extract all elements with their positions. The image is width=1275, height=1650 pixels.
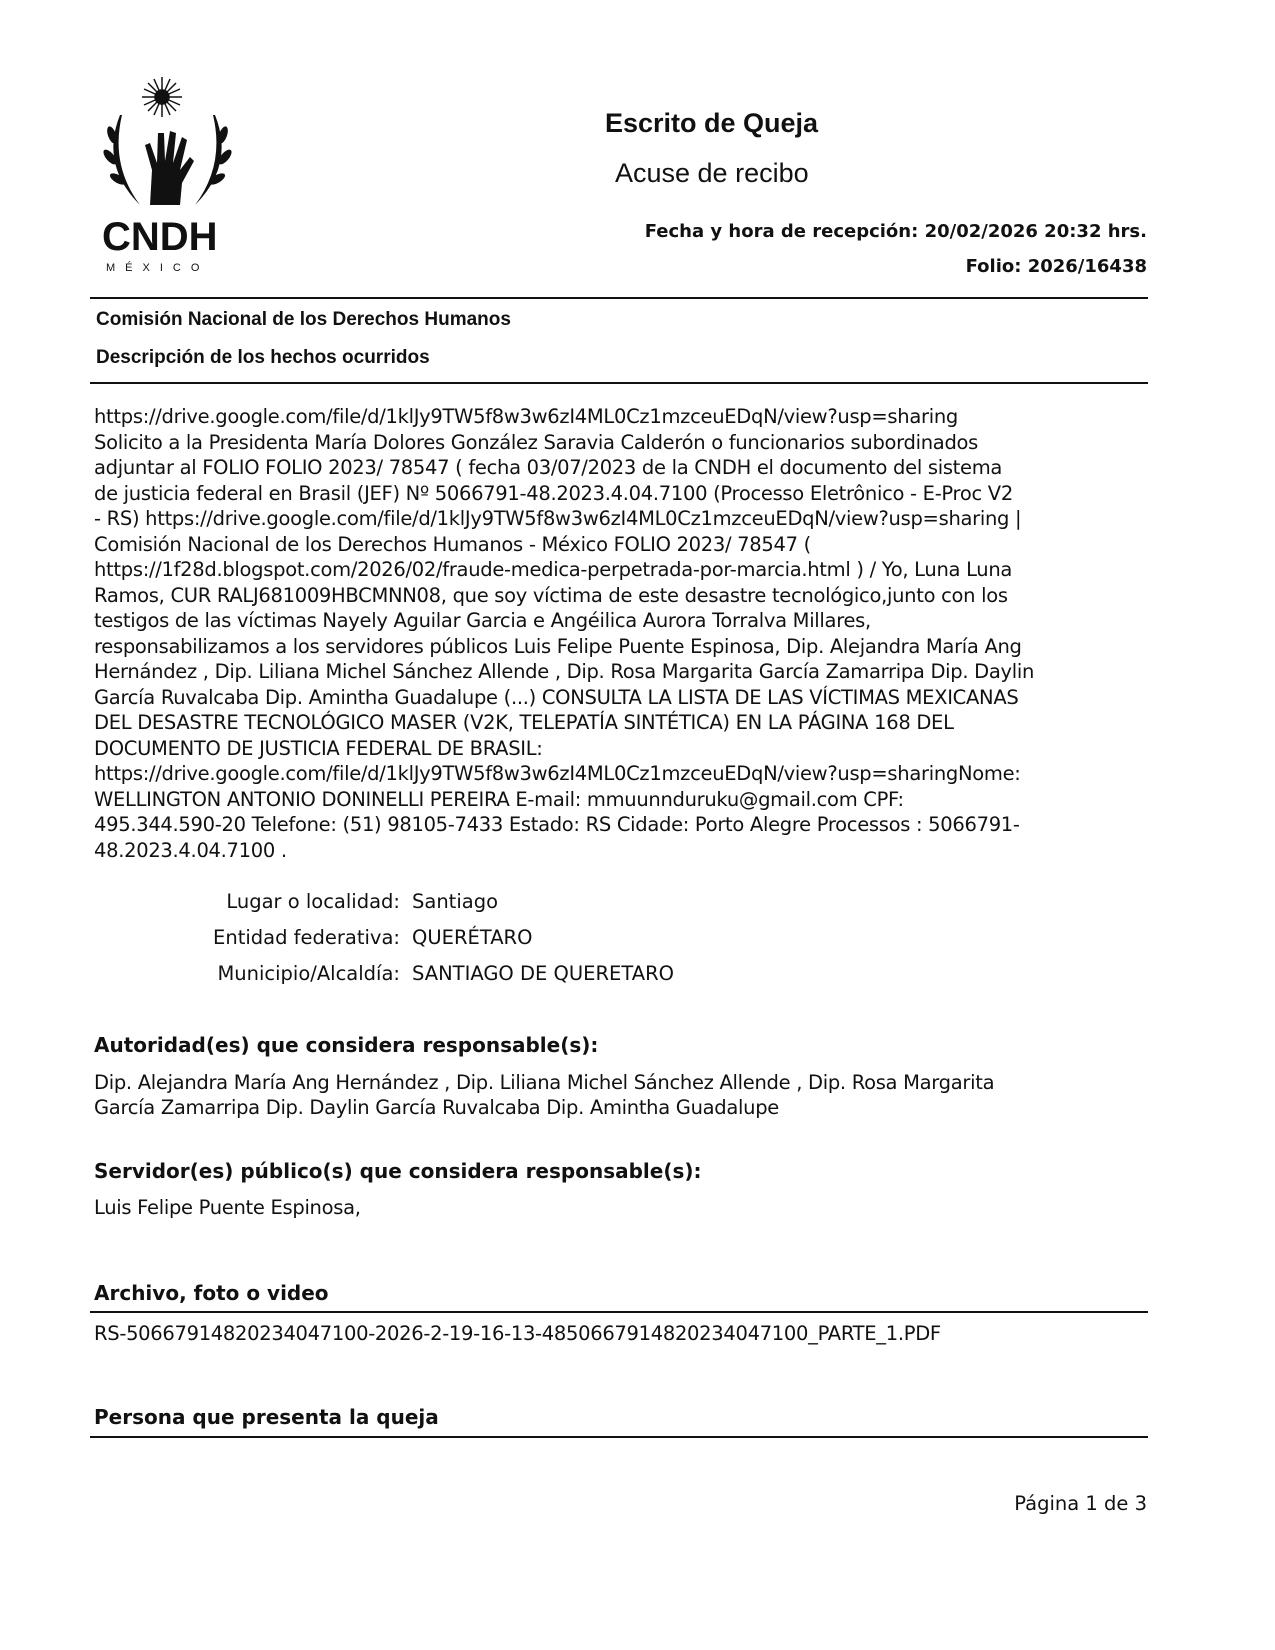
- divider: [90, 382, 1148, 384]
- description-line: https://1f28d.blogspot.com/2026/02/fraude-medica-perpetrada-por-marcia.html ) / Yo, Luna Luna: [94, 558, 1013, 581]
- location-row: [94, 956, 674, 992]
- description-line: https://drive.google.com/file/d/1klJy9TW5f8w3w6zI4ML0Cz1mzceuEDqN/view?usp=sharing: [94, 405, 958, 428]
- page-number: Página 1 de 3: [1014, 1492, 1147, 1515]
- attached-file: RS-50667914820234047100-2026-2-19-16-13-4850667914820234047100_PARTE_1.PDF: [94, 1322, 941, 1345]
- description-line: 48.2023.4.04.7100 .: [94, 838, 287, 862]
- description-line: DEL DESASTRE TECNOLÓGICO MASER (V2K, TELEPATÍA SINTÉTICA) EN LA PÁGINA 168 DEL: [94, 711, 954, 734]
- folio-number: Folio: 2026/16438: [965, 256, 1147, 277]
- divider: [90, 1311, 1148, 1313]
- cndh-logo: [100, 75, 235, 285]
- complainant-heading: Persona que presenta la queja: [94, 1405, 439, 1429]
- field-label: Lugar o localidad:: [226, 890, 400, 913]
- description-line: https://drive.google.com/file/d/1klJy9TW5f8w3w6zI4ML0Cz1mzceuEDqN/view?usp=sharingNome:: [94, 762, 1021, 785]
- description-line: WELLINGTON ANTONIO DONINELLI PEREIRA E-mail: mmuunnduruku@gmail.com CPF:: [94, 787, 904, 811]
- svg-text:MÉXICO: MÉXICO: [106, 262, 210, 274]
- description-line: - RS) https://drive.google.com/file/d/1klJy9TW5f8w3w6zI4ML0Cz1mzceuEDqN/view?usp=sharing |: [94, 507, 1022, 530]
- location-fields: [94, 884, 674, 992]
- field-value: SANTIAGO DE QUERETARO: [412, 962, 674, 985]
- description-line: Ramos, CUR RALJ681009HBCMNN08, que soy víctima de este desastre tecnológico,junto con los: [94, 583, 1008, 607]
- description-line: DOCUMENTO DE JUSTICIA FEDERAL DE BRASIL:: [94, 736, 543, 760]
- field-value: QUERÉTARO: [412, 926, 533, 949]
- section-heading-description: Descripción de los hechos ocurridos: [96, 347, 430, 368]
- sun-icon: [142, 77, 182, 117]
- hand-icon: [145, 131, 194, 205]
- svg-text:CNDH: CNDH: [102, 215, 218, 259]
- servers-heading: Servidor(es) público(s) que considera responsable(s):: [94, 1159, 702, 1183]
- document-title: Escrito de Queja: [605, 108, 819, 138]
- org-name: Comisión Nacional de los Derechos Humanos: [96, 309, 511, 330]
- authorities-text: [94, 1070, 994, 1120]
- description-line: testigos de las víctimas Nayely Aguilar Garcia e Angéilica Aurora Torralva Millares,: [94, 609, 871, 632]
- authorities-line: Dip. Alejandra María Ang Hernández , Dip. Liliana Michel Sánchez Allende , Dip. Rosa Margarita: [94, 1071, 995, 1094]
- divider: [90, 1436, 1148, 1438]
- field-value: Santiago: [412, 890, 499, 913]
- description-line: 495.344.590-20 Telefone: (51) 98105-7433 Estado: RS Cidade: Porto Alegre Processos : 5066791-: [94, 813, 1020, 836]
- location-row: [94, 920, 674, 956]
- document-subtitle: Acuse de recibo: [615, 158, 809, 188]
- divider: [90, 297, 1148, 299]
- description-line: adjuntar al FOLIO FOLIO 2023/ 78547 ( fecha 03/07/2023 de la CNDH el documento del sistema: [94, 456, 1003, 479]
- description-line: Solicito a la Presidenta María Dolores González Saravia Calderón o funcionarios subordinados: [94, 430, 979, 454]
- location-row: [94, 884, 674, 920]
- authorities-heading: Autoridad(es) que considera responsable(s):: [94, 1033, 599, 1057]
- authorities-line: García Zamarripa Dip. Daylin García Ruvalcaba Dip. Amintha Guadalupe: [94, 1096, 779, 1119]
- description-line: Hernández , Dip. Liliana Michel Sánchez Allende , Dip. Rosa Margarita García Zamarripa Dip. Daylin: [94, 660, 1035, 683]
- description-line: de justicia federal en Brasil (JEF) Nº 5066791-48.2023.4.04.7100 (Processo Eletrônico - E-Proc V2: [94, 481, 1013, 505]
- servers-text: Luis Felipe Puente Espinosa,: [94, 1196, 361, 1219]
- description-line: responsabilizamos a los servidores públicos Luis Felipe Puente Espinosa, Dip. Alejandra María Ang: [94, 634, 1022, 658]
- description-text: [94, 404, 1034, 863]
- field-label: Municipio/Alcaldía:: [217, 962, 400, 985]
- field-label: Entidad federativa:: [213, 926, 400, 949]
- description-line: Comisión Nacional de los Derechos Humanos - México FOLIO 2023/ 78547 (: [94, 532, 811, 556]
- reception-datetime: Fecha y hora de recepción: 20/02/2026 20:32 hrs.: [644, 221, 1147, 242]
- files-heading: Archivo, foto o video: [94, 1281, 329, 1305]
- description-line: García Ruvalcaba Dip. Amintha Guadalupe (...) CONSULTA LA LISTA DE LAS VÍCTIMAS MEXICANAS: [94, 685, 1019, 709]
